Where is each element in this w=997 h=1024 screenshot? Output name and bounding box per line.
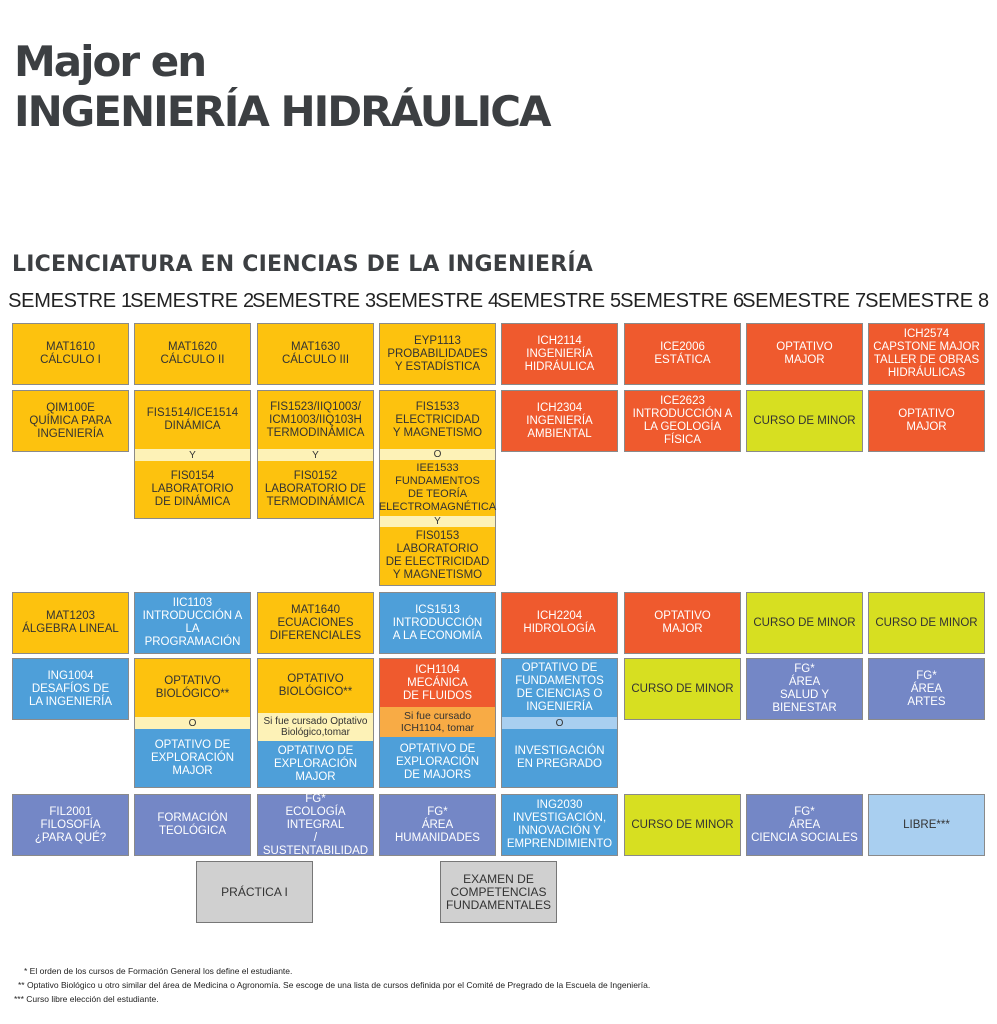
footnote-2: ** Optativo Biológico u otro similar del área de Medicina o Agronomía. Se escoge de una lista de cursos definida por el Comité de Pregrado de la Escuela de Ingeniería. [18,980,651,990]
course-group [257,390,374,519]
course-box: FG* ÁREA SALUD Y BIENESTAR [746,658,863,720]
connector-label: Y [135,449,250,461]
semester-5-header: SEMESTRE 5 [497,290,621,312]
course-box: FG* ÁREA HUMANIDADES [379,794,496,856]
course-group [379,658,496,788]
course-label: OPTATIVO BIOLÓGICO** [135,659,250,717]
exam-box: EXAMEN DE COMPETENCIAS FUNDAMENTALES [440,861,557,923]
course-box: OPTATIVO MAJOR [746,323,863,385]
course-box: MAT1640 ECUACIONES DIFERENCIALES [257,592,374,654]
course-label: OPTATIVO DE EXPLORACIÓN MAJOR [150,738,235,777]
course-label: OPTATIVO DE FUNDAMENTOS DE CIENCIAS O INGENIERÍA [515,662,604,713]
course-box: CURSO DE MINOR [624,794,741,856]
course-label: FIS1514/ICE1514 DINÁMICA [146,407,239,432]
course-label: INVESTIGACIÓN EN PREGRADO [514,745,605,770]
course-box: EYP1113 PROBABILIDADES Y ESTADÍSTICA [379,323,496,385]
course-box: ICE2623 INTRODUCCIÓN A LA GEOLOGÍA FÍSICA [624,390,741,452]
course-box: MAT1203 ÁLGEBRA LINEAL [12,592,129,654]
course-box: QIM100E QUÍMICA PARA INGENIERÍA [12,390,129,452]
program-subtitle: LICENCIATURA EN CIENCIAS DE LA INGENIERÍA [12,252,593,277]
course-group [379,390,496,586]
course-box: MAT1610 CÁLCULO I [12,323,129,385]
semester-6-header: SEMESTRE 6 [620,290,744,312]
semester-2-header: SEMESTRE 2 [130,290,254,312]
course-label: FIS0154 LABORATORIO DE DINÁMICA [151,470,234,508]
course-label: FIS0153 LABORATORIO DE ELECTRICIDAD Y MAGNETISMO [385,530,490,581]
course-label: ICH1104 MECÁNICA DE FLUIDOS [380,659,495,707]
semester-7-header: SEMESTRE 7 [742,290,866,312]
course-box: ICH2574 CAPSTONE MAJOR TALLER DE OBRAS HIDRÁULICAS [868,323,985,385]
course-box: ING2030 INVESTIGACIÓN, INNOVACIÓN Y EMPRENDIMIENTO [501,794,618,856]
course-box: CURSO DE MINOR [624,658,741,720]
course-group [257,658,374,788]
connector-label: Y [380,516,495,527]
course-box: OPTATIVO MAJOR [624,592,741,654]
connector-label: Si fue cursado ICH1104, tomar [380,707,495,737]
semester-3-header: SEMESTRE 3 [252,290,376,312]
semester-1-header: SEMESTRE 1 [8,290,132,312]
course-box: CURSO DE MINOR [746,592,863,654]
course-box: ING1004 DESAFÍOS DE LA INGENIERÍA [12,658,129,720]
course-box: FG* ÁREA ARTES [868,658,985,720]
course-label: OPTATIVO DE EXPLORACIÓN MAJOR [273,744,358,783]
course-box: CURSO DE MINOR [746,390,863,452]
course-label: OPTATIVO DE EXPLORACIÓN DE MAJORS [395,742,480,781]
course-label: IEE1533 FUNDAMENTOS DE TEORÍA ELECTROMAGNÉTICA [378,462,497,513]
course-box: FG* ECOLOGÍA INTEGRAL / SUSTENTABILIDAD [257,794,374,856]
course-group [501,658,618,788]
footnote-3: *** Curso libre elección del estudiante. [14,994,159,1004]
connector-label: O [502,717,617,729]
course-group [134,658,251,788]
course-label: OPTATIVO BIOLÓGICO** [258,659,373,713]
page-title-line1: Major en [14,37,206,86]
connector-label: Y [258,449,373,461]
course-box: FIL2001 FILOSOFÍA ¿PARA QUÉ? [12,794,129,856]
course-label: FIS1523/IIQ1003/ ICM1003/IIQ103H TERMODINÁMICA [266,400,365,439]
semester-8-header: SEMESTRE 8 [865,290,989,312]
course-box: MAT1620 CÁLCULO II [134,323,251,385]
course-box: ICE2006 ESTÁTICA [624,323,741,385]
course-box: ICH2304 INGENIERÍA AMBIENTAL [501,390,618,452]
course-box: MAT1630 CÁLCULO III [257,323,374,385]
course-box: CURSO DE MINOR [868,592,985,654]
connector-label: O [135,717,250,729]
course-box: LIBRE*** [868,794,985,856]
course-box: FG* ÁREA CIENCIA SOCIALES [746,794,863,856]
page-title-line2: INGENIERÍA HIDRÁULICA [14,87,550,136]
connector-label: Si fue cursado Optativo Biológico,tomar [258,713,373,741]
footnote-1: * El orden de los cursos de Formación General los define el estudiante. [24,966,293,976]
course-box: ICS1513 INTRODUCCIÓN A LA ECONOMÍA [379,592,496,654]
connector-label: O [380,449,495,460]
semester-4-header: SEMESTRE 4 [375,290,499,312]
course-box: FORMACIÓN TEOLÓGICA [134,794,251,856]
course-box: ICH2114 INGENIERÍA HIDRÁULICA [501,323,618,385]
course-box: OPTATIVO MAJOR [868,390,985,452]
course-label: FIS0152 LABORATORIO DE TERMODINÁMICA [264,470,367,508]
practice-box: PRÁCTICA I [196,861,313,923]
course-box: IIC1103 INTRODUCCIÓN A LA PROGRAMACIÓN [134,592,251,654]
course-group [134,390,251,519]
course-label: FIS1533 ELECTRICIDAD Y MAGNETISMO [392,400,483,439]
course-box: ICH2204 HIDROLOGÍA [501,592,618,654]
